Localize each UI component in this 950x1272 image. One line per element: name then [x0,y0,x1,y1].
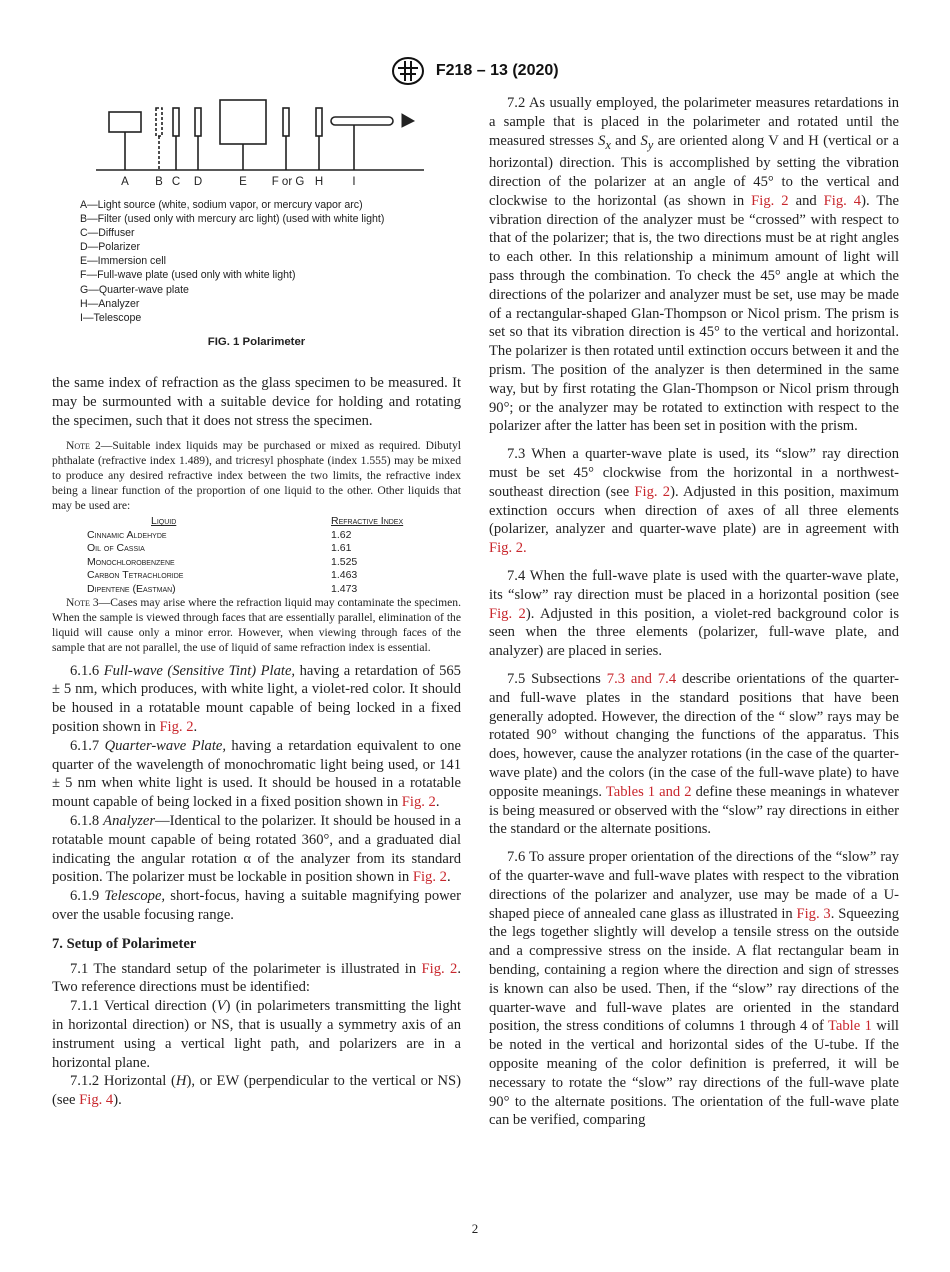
fig-2-link[interactable]: Fig. 2 [159,718,194,735]
section-text: and [610,132,641,149]
section-title: Analyzer [103,812,156,829]
liquid-index: 1.463 [331,569,358,582]
section-text: describe orientations of the quarter- and full-wave plates in the standard positions that have been generally adopted. However, the direction of the “ slow” rays may be rotated 90° without changing the functions of the apparatus. This does, however, cause the analyzer rotations (in the case of the quarter-wave plate) and the colors (in the case of the full-wave plate) to have opposite meanings. [489,671,900,800]
section-text: having a retardation of 565 ± 5 nm, which produces, with white light, a violet-red color. It should be housed in a rotatable mount capable of being locked in a fixed position shown in [52,662,461,735]
light-source-shape [109,112,141,132]
table-1-link[interactable]: Table 1 [828,1018,872,1035]
wave-plate-shape [283,108,289,136]
symbol-s: S [640,132,648,149]
legend-item: I—Telescope [80,311,142,324]
section-title: Quarter-wave Plate, [104,737,227,754]
legend-item: C—Diffuser [80,227,135,240]
symbol-h: H [175,1073,187,1090]
section-text: 7.2 As usually employed, the polarimeter measures retardations in a sample that is placed in the polarimeter and rotated until the measured stresses [489,95,899,149]
section-text: are oriented along V and H (vertical or a horizontal) direction. This is accomplished by setting the vibration direction of the polarizer at an angle of 45° to the vertical and clockwise to the horizontal (as shown in [489,132,899,209]
section-number: 6.1.8 [70,812,100,829]
section-6-1-9 [52,887,461,925]
section-number: 6.1.9 [70,888,100,905]
section-7-1-2 [52,1072,461,1110]
symbol-v: V [216,998,226,1015]
table-row [87,569,407,583]
liquid-index: 1.61 [331,542,352,555]
table-row [87,529,407,543]
page-number: 2 [471,1221,479,1236]
fig-4-link[interactable]: Fig. 4 [823,192,862,209]
liquid-name: Carbon Tetrachloride [87,569,184,582]
section-7-heading: 7. Setup of Polarimeter [52,935,197,952]
liquids-table-header [87,515,407,529]
note-3-label: Note 3 [66,596,99,610]
section-text: ). [113,1092,122,1109]
section-number: 6.1.6 [70,662,100,679]
legend-item: D—Polarizer [80,241,141,254]
liquid-name: Oil of Cassia [87,542,145,555]
liquid-index: 1.473 [331,582,358,595]
section-text: 7.3 When a quarter-wave plate is used, its “slow” ray direction must be set 45° clockwise from the horizontal in a northwest-southeast direction (see [489,446,899,500]
label-i: I [352,176,356,188]
section-7-2 [489,94,899,436]
section-title: Telescope, [104,888,166,905]
section-text: define these meanings in whatever is being measured or observed with the “slow” ray directions in either the standard or the alternate positions. [489,783,899,838]
fig-4-link[interactable]: Fig. 4 [79,1092,114,1109]
page-header [0,56,950,86]
section-text: 7.1.2 Horizontal ( [70,1073,176,1090]
legend-item: H—Analyzer [80,297,140,310]
astm-logo-icon [391,56,425,86]
subscript-y: y [647,137,654,152]
section-7-4 [489,567,899,661]
table-row [87,556,407,570]
section-text: 7.5 Subsections [507,671,607,688]
polarizer-shape [195,108,201,136]
analyzer-shape [316,108,322,136]
fig-2-link[interactable]: Fig. 2 [401,794,436,811]
fig-2-link[interactable]: Fig. 2. [489,540,527,557]
section-7-3 [489,445,899,558]
note-3 [52,596,461,655]
section-text: 7.6 To assure proper orientation of the directions of the “slow” ray of the quarter-wave and full-wave plates with respect to the vibration directions of the polarizer and analyzer, use may be made of a U-shaped piece of annealed cane glass as illustrated in [489,849,899,922]
table-row [87,583,407,597]
section-text: and [788,192,824,209]
section-6-1-7: 6.1.7 Quarter-wave Plate, having a retardation equivalent to one quarter of the wavelength of monochromatic light being used, or 141 ± 5 nm when white light is used. It should be housed in a rotatable mount capable of being locked in a fixed position shown in Fig. 2. [52,737,461,811]
subscript-x: x [605,137,611,152]
immersion-cell-shape [220,100,266,144]
label-b: B [155,176,163,188]
section-text: ), or EW (perpendicular to the vertical or NS) (see [52,1073,461,1109]
telescope-shape [331,117,393,125]
symbol-s: S [598,132,606,149]
legend-item: F—Full-wave plate (used only with white light) [80,269,296,282]
section-text: . Two reference directions must be identified: [52,960,462,996]
eye-icon [402,114,414,127]
fig-2-link[interactable]: Fig. 2 [751,192,789,209]
filter-shape [156,108,162,136]
label-f-or-g: F or G [271,176,305,188]
note-2-label: Note 2 [66,439,101,453]
section-7-5 [489,670,899,839]
section-text: ) (in polarimeters transmitting the light in horizontal direction) or NS, that is usually a symmetry axis of an instrument using a vertical light path, and polarizers are in a horizontal plane. [52,998,461,1071]
liquid-name: Cinnamic Aldehyde [87,528,167,541]
section-text: will be noted in the vertical and horizontal sides of the U-tube. If the opposite meaning of the color definition is preferred, it will be necessary to rotate the “slow” ray directions of the full-wave plate 90° to the alternate positions. The orientation of the full-wave plate can be verified, comparing [489,1018,899,1129]
section-text: 7.4 When the full-wave plate is used with the quarter-wave plate, its “slow” ray direction must be placed in a horizontal position (see [489,568,899,603]
legend-item: A—Light source (white, sodium vapor, or mercury vapor arc) [80,199,363,211]
polarimeter-diagram [96,98,436,188]
section-text: . Squeezing the legs together slightly will develop a tensile stress on the outside and a compressive stress on the inside. A flat rectangular beam in bending, containing a region where the direction and sign of stresses is known can also be used. Then, if the “slow” ray directions of the quarter-wave and full-wave plates are oriented in the standard position, the stress conditions of columns 1 through 4 of [489,905,899,1035]
section-7-1 [52,960,461,998]
label-a: A [121,176,129,188]
label-e: E [239,176,247,188]
section-number: 6.1.7 [70,737,100,754]
label-h: H [314,176,324,188]
section-7-3-7-4-link[interactable]: 7.3 and 7.4 [606,671,677,688]
liquids-table [87,515,407,596]
fig-3-link[interactable]: Fig. 3 [796,905,831,922]
table-row [87,542,407,556]
fig-2-link[interactable]: Fig. 2 [634,483,671,500]
left-column [52,374,461,1110]
section-7-6 [489,848,899,1130]
note-3-text: —Cases may arise where the refraction liquid may contaminate the specimen. When the sample is viewed through faces that are essentially parallel, elimination of the liquid will cause only a minor error. However, when viewing through faces of the sample that are not parallel, the use of liquid of same refraction index is essential. [52,596,461,654]
note-2 [52,439,461,513]
paragraph-continued: the same index of refraction as the glass specimen to be measured. It may be surmounted with a suitable device for holding and rotating the specimen, such that it does not stress the specimen. [52,375,461,429]
section-text: having a retardation equivalent to one quarter of the wavelength of monochromatic light being used, or 141 ± 5 nm when white light is used. It should be housed in a rotatable mount capable of being locked in a fixed position shown in [52,737,461,811]
liquid-name: Monochlorobenzene [87,555,175,568]
section-text: ). Adjusted in this position, a violet-red background color is seen when the three elements (polarizer, full-wave plate, and analyzer) are placed in series. [489,605,900,660]
label-c: C [171,176,181,188]
legend-item: E—Immersion cell [80,255,166,268]
section-text: 7.1.1 Vertical direction ( [70,998,217,1015]
section-text: ). Adjusted in this position, maximum extinction occurs when direction of axes of all three elements (polarizer, analyzer and quarter-wave plate) are in agreement with [489,483,900,538]
figure-caption: FIG. 1 Polarimeter [207,336,306,348]
fig-2-link[interactable]: Fig. 2 [489,605,526,622]
legend-item: B—Filter (used only with mercury arc light) (used with white light) [80,213,385,226]
liquid-index: 1.62 [331,528,352,541]
section-title: Full-wave (Sensitive Tint) Plate, [103,662,296,679]
standard-designation: F218 – 13 (2020) [435,62,559,80]
section-text: short-focus, having a suitable magnifying power over the usable focusing range. [52,888,461,923]
figure-legend [80,198,384,325]
col-header-liquid: Liquid [151,515,177,528]
liquid-index: 1.525 [331,555,358,568]
diffuser-shape [173,108,179,136]
section-text: ). The vibration direction of the analyzer must be “crossed” with respect to that of the polarizer; that is, the two directions must be at right angles to each other. In this relationship a minimum amount of light will pass through the combination. To check the 45° angle at which the directions of the polarizer and analyzer must be set, use may be made of a rectangular-shaped Glan-Thompson or Nicol prism. The prism is set so that its vibration direction is 45° to the vertical and horizontal. The polarizer is then rotated until extinction occurs between it and the prism. The position of the analyzer is then determined in the same way, but by first rotating the Glan-Thompson or Nicol prism through 90°; or the analyzer may be rotated to extinction with respect to the polarizer after the latter has been set in position with the prism. [489,192,900,435]
note-2-text: —Suitable index liquids may be purchased or mixed as required. Dibutyl phthalate (refractive index 1.489), and tricresyl phosphate (index 1.555) may be mixed to produce any desired refractive index between the two limits, the refractive index being a linear function of the proportion of one liquid to the other. Other liquids that may be used are: [52,439,462,512]
tables-1-2-link[interactable]: Tables 1 and 2 [605,783,692,800]
fig-2-link[interactable]: Fig. 2 [421,960,458,977]
label-d: D [193,176,203,188]
section-6-1-6: 6.1.6 Full-wave (Sensitive Tint) Plate, having a retardation of 565 ± 5 nm, which produces, with white light, a violet-red color. It should be housed in a rotatable mount capable of being locked in a fixed position shown in Fig. 2. [52,662,461,735]
section-6-1-8: 6.1.8 Analyzer—Identical to the polarizer. It should be housed in a rotatable mount capable of being rotated 360°, and a graduated dial indicating the angular rotation α of the analyzer from its standard position. The polarizer must be lockable in position shown in Fig. 2. [52,812,461,886]
section-7-1-1 [52,997,461,1072]
legend-item: G—Quarter-wave plate [80,283,189,296]
right-column [489,94,899,1130]
section-text: —Identical to the polarizer. It should be housed in a rotatable mount capable of being rotated 360°, and a graduated dial indicating the angular rotation α of the analyzer from its standard position. The polarizer must be lockable in position shown in [52,812,461,886]
liquid-name: Dipentene (Eastman) [87,582,176,595]
section-text: 7.1 The standard setup of the polarimeter is illustrated in [70,960,422,977]
col-header-index: Refractive Index [331,515,404,528]
fig-2-link[interactable]: Fig. 2 [412,869,447,886]
